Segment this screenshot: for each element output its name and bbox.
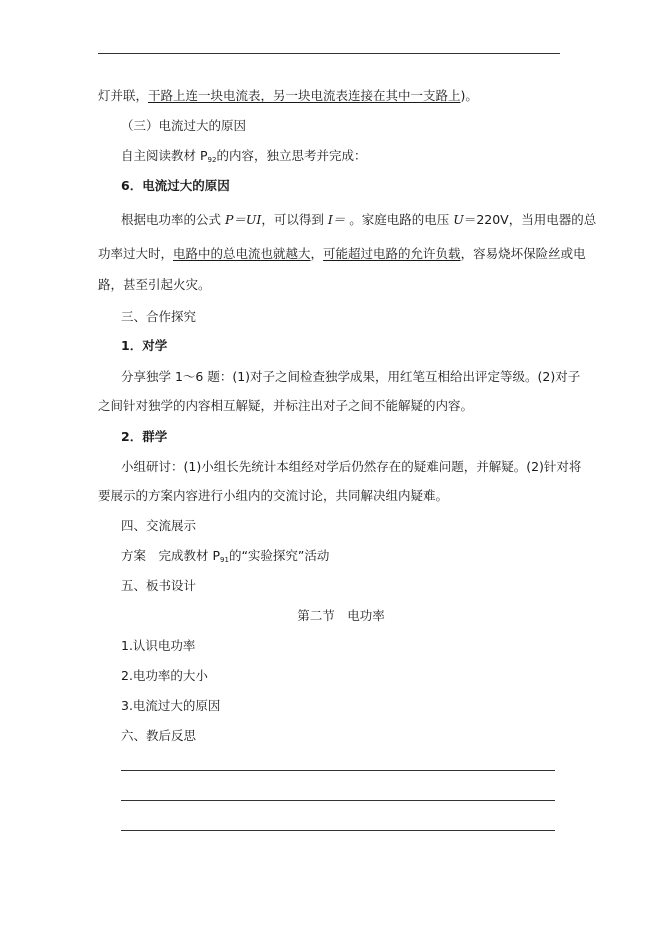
subsection-heading: 2．群学 bbox=[121, 429, 168, 444]
text-segment: 。家庭电路的电压 bbox=[345, 212, 454, 227]
text-segment: )。 bbox=[460, 88, 478, 103]
text-segment: 方案 完成教材 P bbox=[121, 548, 221, 563]
paragraph-line: 路，甚至引起火灾。 bbox=[98, 277, 211, 292]
board-item: 2.电功率的大小 bbox=[121, 668, 208, 683]
page-subscript: 92 bbox=[207, 156, 217, 164]
text-segment: 的“实验探究”活动 bbox=[228, 548, 330, 563]
text-segment: ， bbox=[310, 246, 324, 261]
section-heading: 六、教后反思 bbox=[121, 728, 197, 743]
paragraph-line: 要展示的方案内容进行小组内的交流讨论，共同解决组内疑难。 bbox=[98, 488, 449, 503]
question-heading: 6．电流过大的原因 bbox=[121, 178, 230, 193]
board-title: 第二节 电功率 bbox=[297, 608, 385, 623]
continued-line bbox=[98, 88, 478, 104]
underlined-answer: 电路中的总电流也就越大 bbox=[173, 246, 311, 261]
text-segment: 灯并联， bbox=[98, 88, 149, 103]
text-segment: 自主阅读教材 P bbox=[121, 148, 208, 163]
text-segment: ，可以得到 bbox=[261, 212, 328, 227]
writing-line bbox=[121, 770, 555, 771]
underlined-answer: 干路上连一块电流表，另一块电流表连接在其中一支路上 bbox=[148, 88, 461, 103]
text-segment: ＝220V，当用电器的总 bbox=[463, 212, 597, 227]
paragraph-line: 分享独学 1～6 题：(1)对子之间检查独学成果，用红笔互相给出评定等级。(2)对子 bbox=[121, 369, 581, 384]
board-item: 1.认识电功率 bbox=[121, 638, 196, 653]
text-segment: 的内容，独立思考并完成： bbox=[216, 148, 367, 163]
paragraph-line bbox=[121, 212, 596, 228]
formula: U bbox=[453, 212, 464, 227]
formula: P＝UI bbox=[224, 212, 262, 227]
section-heading: 三、合作探究 bbox=[121, 309, 197, 324]
underlined-answer: 可能超过电路的允许负载 bbox=[323, 246, 461, 261]
board-item: 3.电流过大的原因 bbox=[121, 698, 221, 713]
header-rule bbox=[98, 53, 560, 54]
paragraph-line: 之间针对独学的内容相互解疑，并标注出对子之间不能解疑的内容。 bbox=[98, 398, 474, 413]
subsection-heading: 1．对学 bbox=[121, 338, 168, 353]
page-subscript: 91 bbox=[220, 556, 229, 564]
section-heading: 五、板书设计 bbox=[121, 578, 197, 593]
plan-line bbox=[121, 548, 329, 568]
text-segment: ，容易烧坏保险丝或电 bbox=[460, 246, 586, 261]
writing-line bbox=[121, 800, 555, 801]
formula: I＝ bbox=[327, 212, 346, 227]
text-segment: 功率过大时， bbox=[98, 246, 174, 261]
text-segment: 根据电功率的公式 bbox=[121, 212, 225, 227]
section-heading: 四、交流展示 bbox=[121, 518, 197, 533]
section-heading: （三）电流过大的原因 bbox=[121, 118, 247, 133]
paragraph-line bbox=[98, 246, 586, 262]
writing-line bbox=[121, 830, 555, 831]
read-instruction bbox=[121, 148, 366, 168]
paragraph-line: 小组研讨：(1)小组长先统计本组经对学后仍然存在的疑难问题，并解疑。(2)针对将 bbox=[121, 459, 582, 474]
